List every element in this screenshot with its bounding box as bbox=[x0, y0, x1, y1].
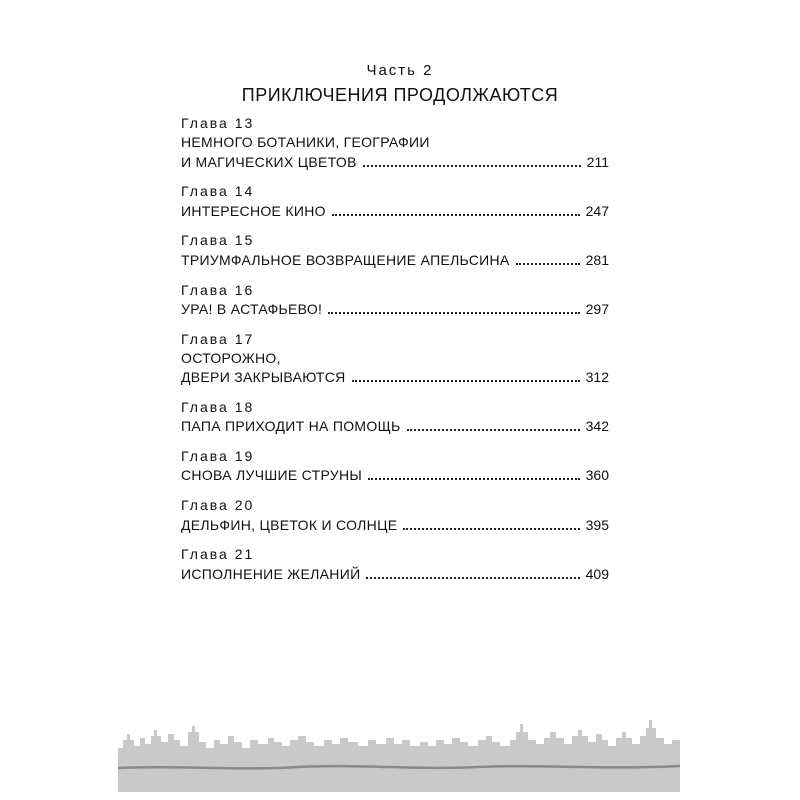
toc-entry bbox=[181, 182, 609, 221]
dot-leader bbox=[407, 429, 580, 431]
chapter-number: Глава 17 bbox=[181, 330, 255, 347]
toc-entry bbox=[181, 281, 609, 320]
page-number: 297 bbox=[585, 300, 609, 317]
chapter-number: Глава 15 bbox=[181, 232, 255, 249]
chapter-number: Глава 20 bbox=[181, 497, 255, 514]
toc-entry bbox=[181, 114, 609, 172]
chapter-title-row bbox=[181, 202, 609, 221]
chapter-number: Глава 13 bbox=[181, 115, 255, 131]
chapter-title: ИНТЕРЕСНОЕ КИНО bbox=[181, 202, 326, 219]
dot-leader bbox=[328, 312, 579, 314]
chapter-title: ТРИУМФАЛЬНОЕ ВОЗВРАЩЕНИЕ АПЕЛЬСИНА bbox=[181, 251, 510, 268]
toc-entry bbox=[181, 231, 609, 270]
part-number: Часть 2 bbox=[366, 62, 434, 79]
chapter-title: ДВЕРИ ЗАКРЫВАЮТСЯ bbox=[181, 369, 346, 386]
chapter-number: Глава 19 bbox=[181, 448, 255, 465]
chapter-title: ОСТОРОЖНО, bbox=[181, 349, 281, 366]
chapter-title-row bbox=[181, 251, 609, 270]
page-number: 360 bbox=[585, 467, 609, 484]
chapter-title-row bbox=[181, 417, 609, 436]
table-of-contents bbox=[181, 114, 609, 594]
chapter-number: Глава 16 bbox=[181, 281, 255, 298]
chapter-title-row bbox=[181, 516, 609, 535]
chapter-title: НЕМНОГО БОТАНИКИ, ГЕОГРАФИИ bbox=[181, 134, 430, 151]
chapter-title-row bbox=[181, 153, 609, 172]
chapter-title-row bbox=[181, 466, 609, 485]
chapter-number: Глава 18 bbox=[181, 399, 255, 416]
chapter-title: ПАПА ПРИХОДИТ НА ПОМОЩЬ bbox=[181, 418, 401, 435]
page-number: 247 bbox=[585, 202, 609, 219]
dot-leader bbox=[352, 380, 580, 382]
toc-entry bbox=[181, 545, 609, 584]
dot-leader bbox=[332, 214, 580, 216]
chapter-title-row bbox=[181, 565, 609, 584]
page-number: 342 bbox=[585, 418, 609, 435]
dot-leader bbox=[366, 577, 579, 579]
page-number: 211 bbox=[586, 153, 609, 170]
page-number: 395 bbox=[585, 516, 609, 533]
skyline-silhouette bbox=[118, 720, 680, 792]
toc-entry bbox=[181, 447, 609, 486]
dot-leader bbox=[516, 263, 580, 265]
city-skyline-illustration bbox=[118, 710, 680, 792]
chapter-title-row bbox=[181, 368, 609, 387]
part-title: ПРИКЛЮЧЕНИЯ ПРОДОЛЖАЮТСЯ bbox=[241, 85, 559, 105]
page-number: 312 bbox=[585, 369, 609, 386]
dot-leader bbox=[403, 528, 579, 530]
toc-entry bbox=[181, 398, 609, 437]
chapter-number: Глава 21 bbox=[181, 546, 255, 563]
chapter-title: ДЕЛЬФИН, ЦВЕТОК И СОЛНЦЕ bbox=[181, 516, 398, 533]
chapter-title: И МАГИЧЕСКИХ ЦВЕТОВ bbox=[181, 153, 357, 170]
chapter-title: УРА! В АСТАФЬЕВО! bbox=[181, 300, 323, 317]
chapter-title-row bbox=[181, 300, 609, 319]
toc-entry bbox=[181, 330, 609, 388]
dot-leader bbox=[363, 165, 581, 167]
toc-entry bbox=[181, 496, 609, 535]
chapter-title: СНОВА ЛУЧШИЕ СТРУНЫ bbox=[181, 467, 363, 484]
chapter-number: Глава 14 bbox=[181, 183, 255, 200]
chapter-title: ИСПОЛНЕНИЕ ЖЕЛАНИЙ bbox=[181, 565, 361, 582]
dot-leader bbox=[368, 478, 580, 480]
page-number: 281 bbox=[585, 251, 609, 268]
page-number: 409 bbox=[585, 565, 609, 582]
